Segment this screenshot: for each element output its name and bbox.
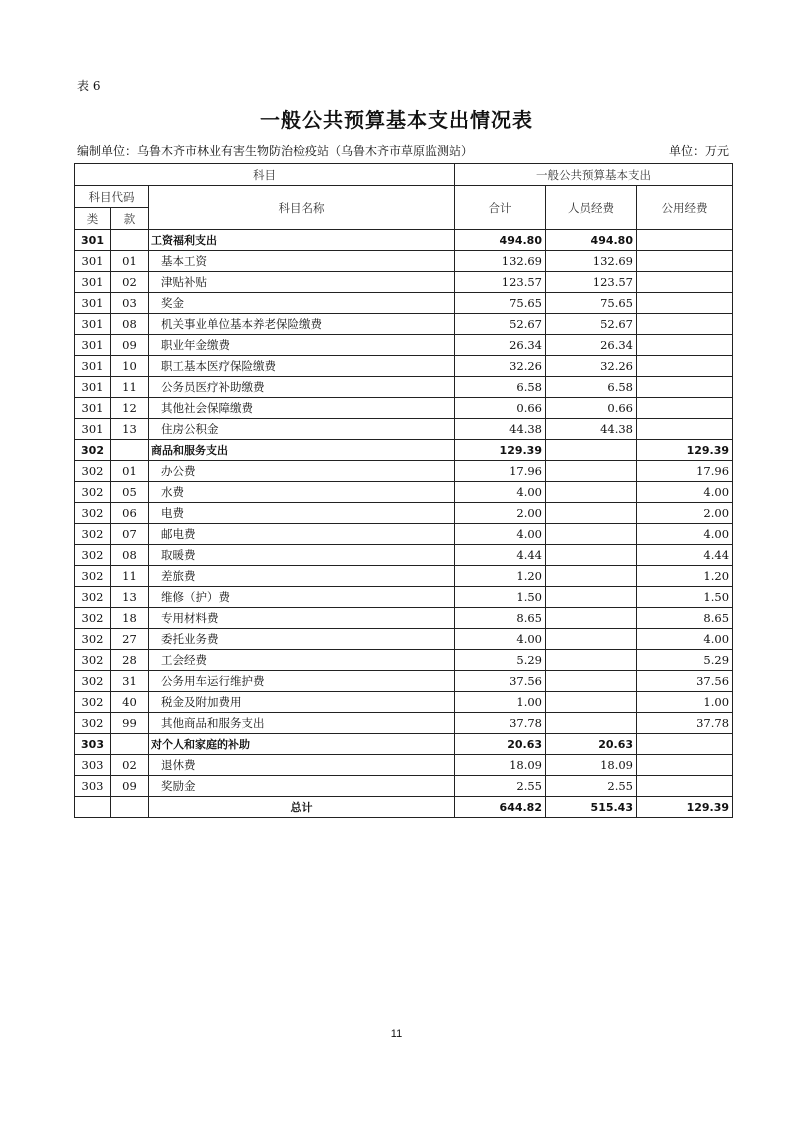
header-name: 科目名称 [149, 186, 455, 230]
cell-lei: 301 [75, 398, 111, 419]
cell-kuan: 40 [111, 692, 149, 713]
cell-lei: 301 [75, 293, 111, 314]
header-code: 科目代码 [75, 186, 149, 208]
cell-kuan: 11 [111, 377, 149, 398]
table-row [75, 776, 733, 797]
cell-kuan: 09 [111, 776, 149, 797]
cell-public [637, 755, 733, 776]
currency-unit: 单位：万元 [668, 144, 729, 158]
cell-public: 8.65 [637, 608, 733, 629]
cell-lei: 302 [75, 440, 111, 461]
table-row [75, 398, 733, 419]
cell-personnel: 26.34 [546, 335, 637, 356]
cell-name: 住房公积金 [149, 419, 455, 440]
cell-lei: 302 [75, 713, 111, 734]
cell-lei: 302 [75, 608, 111, 629]
cell-name: 奖励金 [149, 776, 455, 797]
cell-lei: 302 [75, 524, 111, 545]
cell-public: 4.00 [637, 629, 733, 650]
cell-personnel: 6.58 [546, 377, 637, 398]
cell-personnel: 123.57 [546, 272, 637, 293]
table-row [75, 734, 733, 755]
cell-lei: 302 [75, 545, 111, 566]
cell-personnel: 132.69 [546, 251, 637, 272]
cell-personnel: 2.55 [546, 776, 637, 797]
page-number: 11 [390, 1028, 403, 1040]
table-row [75, 419, 733, 440]
cell-total: 2.55 [455, 776, 546, 797]
compiling-unit: 编制单位：乌鲁木齐市林业有害生物防治检疫站（乌鲁木齐市草原监测站） [77, 144, 474, 158]
cell-public [637, 356, 733, 377]
cell-total: 32.26 [455, 356, 546, 377]
cell-personnel [546, 629, 637, 650]
cell-name: 奖金 [149, 293, 455, 314]
grand-total-total: 644.82 [455, 797, 546, 818]
cell-public: 2.00 [637, 503, 733, 524]
cell-name: 电费 [149, 503, 455, 524]
cell-personnel: 18.09 [546, 755, 637, 776]
header-personnel: 人员经费 [546, 186, 637, 230]
cell-total: 1.50 [455, 587, 546, 608]
table-number: 表 6 [77, 79, 101, 93]
cell-lei [75, 797, 111, 818]
cell-total: 18.09 [455, 755, 546, 776]
cell-lei: 302 [75, 503, 111, 524]
cell-total: 20.63 [455, 734, 546, 755]
cell-total: 75.65 [455, 293, 546, 314]
cell-name: 取暖费 [149, 545, 455, 566]
cell-public: 4.00 [637, 524, 733, 545]
cell-kuan: 12 [111, 398, 149, 419]
cell-public: 1.20 [637, 566, 733, 587]
cell-personnel: 44.38 [546, 419, 637, 440]
cell-kuan: 06 [111, 503, 149, 524]
cell-name: 工资福利支出 [149, 230, 455, 251]
cell-name: 其他商品和服务支出 [149, 713, 455, 734]
cell-total: 37.78 [455, 713, 546, 734]
cell-kuan: 13 [111, 419, 149, 440]
cell-kuan: 08 [111, 314, 149, 335]
table-row [75, 356, 733, 377]
table-row [75, 608, 733, 629]
header-subject: 科目 [75, 164, 455, 186]
cell-lei: 303 [75, 734, 111, 755]
table-row [75, 314, 733, 335]
cell-total: 4.00 [455, 482, 546, 503]
cell-public [637, 293, 733, 314]
cell-kuan: 01 [111, 461, 149, 482]
cell-public [637, 272, 733, 293]
table-row [75, 293, 733, 314]
header-budget: 一般公共预算基本支出 [455, 164, 733, 186]
cell-total: 4.44 [455, 545, 546, 566]
cell-personnel [546, 713, 637, 734]
cell-total: 52.67 [455, 314, 546, 335]
cell-public: 17.96 [637, 461, 733, 482]
cell-kuan [111, 230, 149, 251]
cell-lei: 303 [75, 755, 111, 776]
grand-total-label: 总计 [149, 797, 455, 818]
cell-kuan: 11 [111, 566, 149, 587]
header-total: 合计 [455, 186, 546, 230]
cell-total: 4.00 [455, 524, 546, 545]
cell-name: 工会经费 [149, 650, 455, 671]
cell-public [637, 335, 733, 356]
cell-lei: 301 [75, 314, 111, 335]
header-lei: 类 [75, 208, 111, 230]
table-row [75, 587, 733, 608]
cell-kuan [111, 440, 149, 461]
table-row [75, 713, 733, 734]
cell-kuan: 03 [111, 293, 149, 314]
table-row [75, 545, 733, 566]
table-row [75, 440, 733, 461]
cell-public: 5.29 [637, 650, 733, 671]
page-title: 一般公共预算基本支出情况表 [260, 108, 533, 132]
cell-kuan [111, 734, 149, 755]
cell-kuan: 02 [111, 755, 149, 776]
table-row [75, 482, 733, 503]
cell-kuan: 13 [111, 587, 149, 608]
cell-kuan: 08 [111, 545, 149, 566]
cell-total: 129.39 [455, 440, 546, 461]
cell-name: 税金及附加费用 [149, 692, 455, 713]
cell-kuan: 01 [111, 251, 149, 272]
cell-kuan: 27 [111, 629, 149, 650]
cell-lei: 302 [75, 461, 111, 482]
cell-kuan: 28 [111, 650, 149, 671]
cell-personnel: 75.65 [546, 293, 637, 314]
table-row [75, 692, 733, 713]
table-row [75, 650, 733, 671]
cell-lei: 301 [75, 419, 111, 440]
header-kuan: 款 [111, 208, 149, 230]
cell-lei: 302 [75, 692, 111, 713]
cell-name: 商品和服务支出 [149, 440, 455, 461]
cell-total: 494.80 [455, 230, 546, 251]
table-row [75, 377, 733, 398]
table-row [75, 671, 733, 692]
cell-public: 37.56 [637, 671, 733, 692]
cell-name: 津贴补贴 [149, 272, 455, 293]
cell-name: 职工基本医疗保险缴费 [149, 356, 455, 377]
cell-total: 17.96 [455, 461, 546, 482]
cell-name: 对个人和家庭的补助 [149, 734, 455, 755]
cell-kuan: 09 [111, 335, 149, 356]
cell-personnel [546, 524, 637, 545]
cell-personnel: 0.66 [546, 398, 637, 419]
cell-public [637, 314, 733, 335]
cell-lei: 301 [75, 377, 111, 398]
cell-personnel [546, 692, 637, 713]
cell-kuan: 07 [111, 524, 149, 545]
cell-total: 5.29 [455, 650, 546, 671]
cell-total: 1.00 [455, 692, 546, 713]
cell-lei: 302 [75, 482, 111, 503]
cell-personnel [546, 608, 637, 629]
cell-public: 1.50 [637, 587, 733, 608]
cell-lei: 302 [75, 671, 111, 692]
table-row [75, 461, 733, 482]
cell-lei: 302 [75, 566, 111, 587]
cell-lei: 301 [75, 356, 111, 377]
cell-kuan: 10 [111, 356, 149, 377]
cell-public [637, 398, 733, 419]
cell-name: 退休费 [149, 755, 455, 776]
cell-personnel [546, 671, 637, 692]
cell-total: 37.56 [455, 671, 546, 692]
cell-personnel [546, 482, 637, 503]
table-row [75, 251, 733, 272]
cell-public [637, 419, 733, 440]
cell-personnel: 32.26 [546, 356, 637, 377]
cell-total: 132.69 [455, 251, 546, 272]
cell-public [637, 377, 733, 398]
table-row [75, 503, 733, 524]
cell-name: 维修（护）费 [149, 587, 455, 608]
cell-total: 26.34 [455, 335, 546, 356]
cell-lei: 302 [75, 650, 111, 671]
cell-public: 4.44 [637, 545, 733, 566]
cell-kuan: 02 [111, 272, 149, 293]
cell-personnel: 52.67 [546, 314, 637, 335]
cell-lei: 301 [75, 230, 111, 251]
cell-personnel [546, 461, 637, 482]
cell-personnel [546, 650, 637, 671]
cell-personnel [546, 587, 637, 608]
cell-name: 专用材料费 [149, 608, 455, 629]
cell-kuan: 31 [111, 671, 149, 692]
table-body [75, 230, 733, 797]
table-row [75, 755, 733, 776]
cell-lei: 302 [75, 587, 111, 608]
cell-name: 水费 [149, 482, 455, 503]
table-row [75, 272, 733, 293]
cell-name: 邮电费 [149, 524, 455, 545]
cell-personnel [546, 503, 637, 524]
header-public: 公用经费 [637, 186, 733, 230]
table-row [75, 629, 733, 650]
grand-total-personnel: 515.43 [546, 797, 637, 818]
table-row [75, 230, 733, 251]
cell-public: 1.00 [637, 692, 733, 713]
grand-total-row [75, 797, 733, 818]
cell-name: 基本工资 [149, 251, 455, 272]
cell-lei: 302 [75, 629, 111, 650]
grand-total-public: 129.39 [637, 797, 733, 818]
cell-personnel: 494.80 [546, 230, 637, 251]
table-row [75, 566, 733, 587]
cell-kuan [111, 797, 149, 818]
cell-total: 2.00 [455, 503, 546, 524]
cell-public: 129.39 [637, 440, 733, 461]
cell-name: 机关事业单位基本养老保险缴费 [149, 314, 455, 335]
cell-public [637, 251, 733, 272]
cell-personnel [546, 440, 637, 461]
cell-total: 44.38 [455, 419, 546, 440]
table-row [75, 335, 733, 356]
cell-kuan: 99 [111, 713, 149, 734]
cell-personnel [546, 545, 637, 566]
cell-name: 公务员医疗补助缴费 [149, 377, 455, 398]
cell-public [637, 734, 733, 755]
table-row [75, 524, 733, 545]
cell-total: 0.66 [455, 398, 546, 419]
cell-total: 6.58 [455, 377, 546, 398]
cell-public [637, 776, 733, 797]
cell-name: 公务用车运行维护费 [149, 671, 455, 692]
cell-name: 差旅费 [149, 566, 455, 587]
cell-name: 职业年金缴费 [149, 335, 455, 356]
cell-total: 1.20 [455, 566, 546, 587]
cell-total: 4.00 [455, 629, 546, 650]
cell-personnel: 20.63 [546, 734, 637, 755]
cell-personnel [546, 566, 637, 587]
cell-lei: 301 [75, 335, 111, 356]
budget-table [74, 163, 733, 818]
cell-name: 其他社会保障缴费 [149, 398, 455, 419]
cell-kuan: 18 [111, 608, 149, 629]
cell-public [637, 230, 733, 251]
cell-lei: 301 [75, 272, 111, 293]
cell-total: 8.65 [455, 608, 546, 629]
cell-kuan: 05 [111, 482, 149, 503]
cell-public: 37.78 [637, 713, 733, 734]
cell-public: 4.00 [637, 482, 733, 503]
cell-lei: 301 [75, 251, 111, 272]
cell-lei: 303 [75, 776, 111, 797]
cell-name: 办公费 [149, 461, 455, 482]
cell-name: 委托业务费 [149, 629, 455, 650]
cell-total: 123.57 [455, 272, 546, 293]
